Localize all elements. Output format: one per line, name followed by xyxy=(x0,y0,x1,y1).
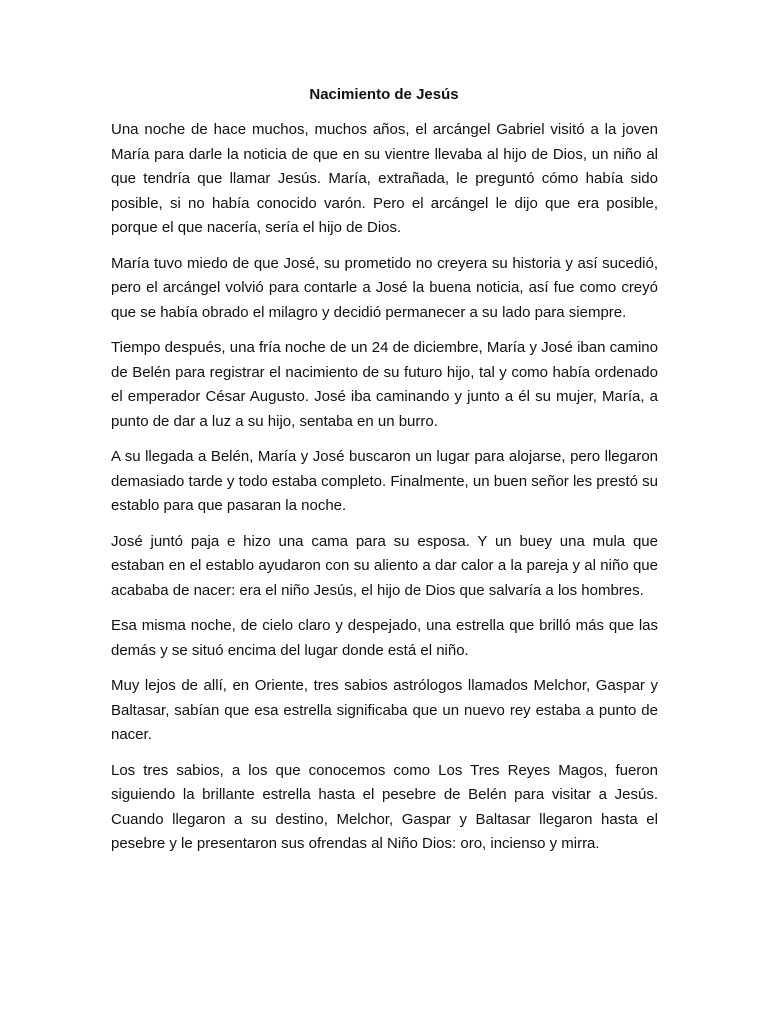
document-body xyxy=(111,118,658,868)
paragraph-2: María tuvo miedo de que José, su prometido no creyera su historia y así sucedió, pero el arcángel volvió para contarle a José la buena noticia, así fue como creyó que se había obrado el milagro y decidió permanecer a su lado para siempre. xyxy=(111,254,658,321)
document-title: Nacimiento de Jesús xyxy=(309,86,459,103)
paragraph-3: Tiempo después, una fría noche de un 24 de diciembre, María y José iban camino de Belén para registrar el nacimiento de su futuro hijo, tal y como había ordenado el emperador César Augusto. José iba caminando y junto a él su mujer, María, a punto de dar a luz a su hijo, sentaba en un burro. xyxy=(111,339,658,430)
paragraph-5: José juntó paja e hizo una cama para su esposa. Y un buey una mula que estaban en el establo ayudaron con su aliento a dar calor a la pareja y al niño que acababa de nacer: era el niño Jesús, el hijo de Dios que salvaría a los hombres. xyxy=(111,532,658,599)
paragraph-7: Muy lejos de allí, en Oriente, tres sabios astrólogos llamados Melchor, Gaspar y Baltasar, sabían que esa estrella significaba que un nuevo rey estaba a punto de nacer. xyxy=(111,677,658,743)
paragraph-4: A su llegada a Belén, María y José buscaron un lugar para alojarse, pero llegaron demasiado tarde y todo estaba completo. Finalmente, un buen señor les prestó su establo para que pasaran la noche. xyxy=(111,448,658,514)
paragraph-8: Los tres sabios, a los que conocemos como Los Tres Reyes Magos, fueron siguiendo la brillante estrella hasta el pesebre de Belén para visitar a Jesús. Cuando llegaron a su destino, Melchor, Gaspar y Baltasar llegaron hasta el pesebre y le presentaron sus ofrendas al Niño Dios: oro, incienso y mirra. xyxy=(111,761,658,852)
paragraph-6: Esa misma noche, de cielo claro y despejado, una estrella que brilló más que las demás y se situó encima del lugar donde está el niño. xyxy=(111,617,658,659)
paragraph-1: Una noche de hace muchos, muchos años, el arcángel Gabriel visitó a la joven María para darle la noticia de que en su vientre llevaba al hijo de Dios, un niño al que tendría que llamar Jesús. María, extrañada, le preguntó cómo había sido posible, si no había conocido varón. Pero el arcángel le dijo que era posible, porque el que nacería, sería el hijo de Dios. xyxy=(111,121,658,236)
